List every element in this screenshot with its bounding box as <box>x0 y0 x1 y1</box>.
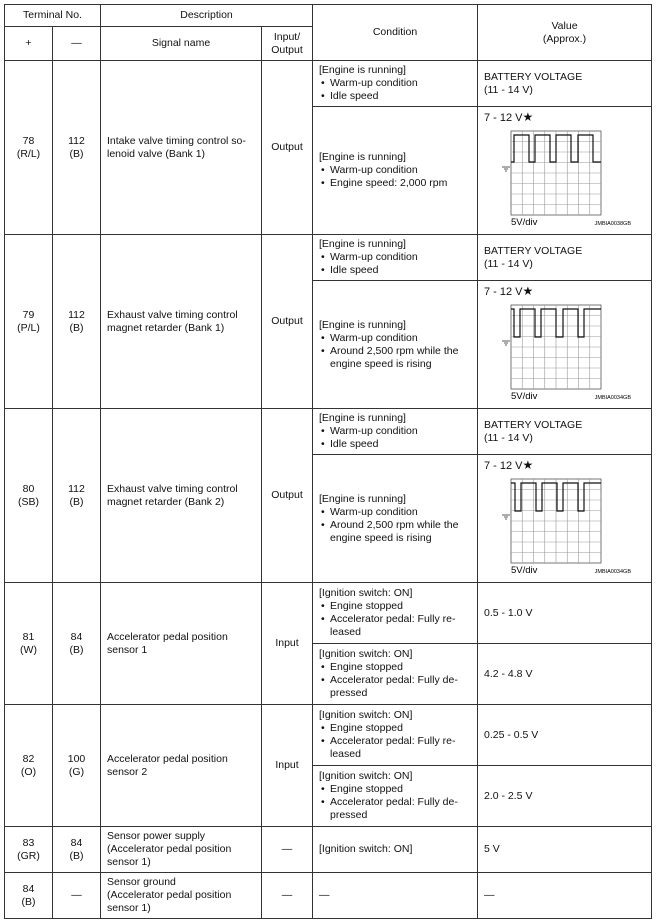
value-cell: 0.5 - 1.0 V <box>478 583 652 644</box>
table-row <box>5 61 652 107</box>
value-cell <box>478 235 652 281</box>
condition-item: • Engine stopped <box>319 661 471 674</box>
signal-name-line: sensor 1) <box>107 856 151 868</box>
header-io-line2: Output <box>271 43 303 56</box>
condition-item-line: pressed <box>330 809 368 821</box>
header-signal-name: Signal name <box>101 27 262 61</box>
table-row <box>5 235 652 281</box>
signal-name-line: Exhaust valve timing control <box>107 308 238 321</box>
minus-terminal: 112 <box>68 308 85 321</box>
signal-name-cell <box>101 409 262 583</box>
signal-name-line: (Accelerator pedal position <box>107 889 232 901</box>
plus-terminal: 78 <box>22 134 35 147</box>
plus-terminal: 84 <box>22 882 35 895</box>
condition-head: [Engine is running] <box>319 412 406 424</box>
figure-code-label: JMBIA0034GB <box>594 569 631 575</box>
value-text: BATTERY VOLTAGE <box>484 244 583 257</box>
minus-wire-color: (B) <box>69 849 84 862</box>
condition-head: [Engine is running] <box>319 64 406 76</box>
minus-terminal: 84 <box>70 836 83 849</box>
condition-item <box>319 519 471 545</box>
condition-cell <box>313 644 478 705</box>
signal-name-line: Accelerator pedal position <box>107 630 228 643</box>
oscilloscope-waveform <box>484 303 634 405</box>
condition-item-line: Accelerator pedal: Fully re- <box>330 735 456 747</box>
condition-list <box>319 506 471 545</box>
figure-code-label: JMBIA0038GB <box>594 221 631 227</box>
condition-item-line: Around 2,500 rpm while the <box>330 518 459 531</box>
header-minus: — <box>53 27 101 61</box>
minus-terminal: 84 <box>70 630 83 643</box>
value-cell <box>478 409 652 455</box>
scope-scale-label: 5V/div <box>511 217 538 228</box>
condition-list <box>319 722 471 761</box>
table-row <box>5 409 652 455</box>
condition-head: [Ignition switch: ON] <box>319 587 413 599</box>
table-row <box>5 827 652 873</box>
value-text: BATTERY VOLTAGE <box>484 70 583 83</box>
io-cell: Input <box>262 583 313 705</box>
condition-item <box>319 796 471 822</box>
signal-name-line: sensor 1 <box>107 643 148 656</box>
condition-item-line: engine speed is rising <box>330 531 432 544</box>
condition-cell <box>313 409 478 455</box>
plus-terminal-cell <box>5 409 53 583</box>
plus-terminal: 80 <box>22 482 35 495</box>
value-text: (11 - 14 V) <box>484 431 533 444</box>
minus-wire-color: (B) <box>69 147 84 160</box>
value-cell: 4.2 - 4.8 V <box>478 644 652 705</box>
condition-item: • Engine speed: 2,000 rpm <box>319 177 471 190</box>
minus-terminal-cell: — <box>53 873 101 919</box>
io-cell: Output <box>262 235 313 409</box>
plus-terminal-cell <box>5 235 53 409</box>
header-plus: + <box>5 27 53 61</box>
condition-item <box>319 674 471 700</box>
condition-cell: [Ignition switch: ON] <box>313 827 478 873</box>
table-row <box>5 583 652 644</box>
value-title <box>484 111 645 125</box>
value-text: BATTERY VOLTAGE <box>484 418 583 431</box>
plus-terminal-cell <box>5 873 53 919</box>
header-terminal-no: Terminal No. <box>5 5 101 27</box>
header-description: Description <box>101 5 313 27</box>
condition-head: [Engine is running] <box>319 151 406 163</box>
value-cell <box>478 107 652 235</box>
condition-item <box>319 345 471 371</box>
condition-list <box>319 164 471 190</box>
signal-name-cell <box>101 235 262 409</box>
plus-terminal: 81 <box>22 630 35 643</box>
plus-wire-color: (SB) <box>18 495 39 508</box>
minus-wire-color: (G) <box>68 765 85 778</box>
condition-item: • Warm-up condition <box>319 506 471 519</box>
signal-name-cell <box>101 827 262 873</box>
minus-terminal: 112 <box>68 134 85 147</box>
value-text: (11 - 14 V) <box>484 83 533 96</box>
condition-list <box>319 77 471 103</box>
signal-name-line: Exhaust valve timing control <box>107 482 238 495</box>
condition-list <box>319 425 471 451</box>
plus-wire-color: (B) <box>21 895 36 908</box>
header-value-line1: Value <box>551 19 578 32</box>
minus-terminal-cell <box>53 583 101 705</box>
condition-item: • Idle speed <box>319 90 471 103</box>
value-cell: 5 V <box>478 827 652 873</box>
condition-cell <box>313 107 478 235</box>
condition-item: • Warm-up condition <box>319 77 471 90</box>
value-text: (11 - 14 V) <box>484 257 533 270</box>
minus-terminal-cell <box>53 235 101 409</box>
condition-item <box>319 613 471 639</box>
condition-cell <box>313 583 478 644</box>
condition-item-line: Accelerator pedal: Fully re- <box>330 613 456 625</box>
condition-list <box>319 332 471 371</box>
plus-terminal-cell <box>5 705 53 827</box>
condition-list <box>319 600 471 639</box>
condition-item: • Engine stopped <box>319 722 471 735</box>
header-value-line2: (Approx.) <box>542 32 587 45</box>
signal-name-line: sensor 2 <box>107 765 148 778</box>
value-text: 7 - 12 V <box>484 460 523 472</box>
plus-wire-color: (R/L) <box>16 147 41 160</box>
io-cell: — <box>262 827 313 873</box>
table-row <box>5 873 652 919</box>
oscilloscope-waveform <box>484 477 634 579</box>
signal-name-line: sensor 1) <box>107 902 151 914</box>
plus-wire-color: (W) <box>20 643 37 656</box>
condition-item: • Idle speed <box>319 264 471 277</box>
header-io-line1: Input/ <box>273 30 301 43</box>
condition-cell <box>313 455 478 583</box>
condition-cell <box>313 281 478 409</box>
signal-name-line: Accelerator pedal position <box>107 752 228 765</box>
condition-item: • Warm-up condition <box>319 164 471 177</box>
star-icon: ★ <box>522 458 534 472</box>
condition-head: [Ignition switch: ON] <box>319 770 413 782</box>
header-condition: Condition <box>313 5 478 61</box>
scope-grid <box>511 479 601 563</box>
oscilloscope-waveform <box>484 129 634 231</box>
minus-terminal-cell <box>53 409 101 583</box>
value-cell <box>478 281 652 409</box>
condition-cell <box>313 235 478 281</box>
condition-item-line: engine speed is rising <box>330 357 432 370</box>
signal-name-line: magnet retarder (Bank 2) <box>107 495 225 508</box>
minus-terminal-cell <box>53 61 101 235</box>
figure-code-label: JMBIA0034GB <box>594 395 631 401</box>
value-cell: — <box>478 873 652 919</box>
condition-head: [Engine is running] <box>319 318 406 331</box>
waveform-line <box>511 309 601 337</box>
condition-item-line: Around 2,500 rpm while the <box>330 344 459 357</box>
condition-head: [Engine is running] <box>319 238 406 250</box>
value-cell: 0.25 - 0.5 V <box>478 705 652 766</box>
condition-list <box>319 783 471 822</box>
condition-cell <box>313 61 478 107</box>
io-cell: Input <box>262 705 313 827</box>
signal-name-cell <box>101 873 262 919</box>
minus-terminal: 112 <box>68 482 85 495</box>
plus-wire-color: (GR) <box>17 849 40 862</box>
value-text: 7 - 12 V <box>484 112 523 124</box>
value-cell <box>478 455 652 583</box>
condition-item: • Warm-up condition <box>319 251 471 264</box>
condition-item: • Engine stopped <box>319 783 471 796</box>
condition-cell: — <box>313 873 478 919</box>
minus-terminal-cell <box>53 827 101 873</box>
condition-item-line: Accelerator pedal: Fully de- <box>330 674 458 686</box>
signal-name-line: Sensor ground <box>107 876 176 888</box>
terminal-table <box>4 4 652 919</box>
value-text: 7 - 12 V <box>484 286 523 298</box>
condition-head: [Ignition switch: ON] <box>319 709 413 721</box>
plus-terminal-cell <box>5 583 53 705</box>
io-cell: Output <box>262 409 313 583</box>
condition-list <box>319 661 471 700</box>
condition-cell <box>313 766 478 827</box>
condition-item: • Engine stopped <box>319 600 471 613</box>
value-title <box>484 285 645 299</box>
condition-item: • Warm-up condition <box>319 332 471 345</box>
star-icon: ★ <box>522 284 534 298</box>
signal-name-line: lenoid valve (Bank 1) <box>107 147 206 160</box>
signal-name-line: Intake valve timing control so- <box>107 134 246 147</box>
condition-item-line: pressed <box>330 687 368 699</box>
minus-wire-color: (B) <box>69 321 84 334</box>
condition-item-line: leased <box>330 748 361 760</box>
ground-icon <box>502 167 510 171</box>
value-cell <box>478 61 652 107</box>
minus-wire-color: (B) <box>69 643 84 656</box>
signal-name-line: magnet retarder (Bank 1) <box>107 321 225 334</box>
plus-wire-color: (P/L) <box>17 321 40 334</box>
star-icon: ★ <box>522 110 534 124</box>
ground-icon <box>502 341 510 345</box>
io-cell: Output <box>262 61 313 235</box>
plus-terminal-cell <box>5 827 53 873</box>
plus-terminal: 79 <box>22 308 35 321</box>
minus-terminal-cell <box>53 705 101 827</box>
io-cell: — <box>262 873 313 919</box>
condition-item-line: Accelerator pedal: Fully de- <box>330 796 458 808</box>
signal-name-line: Sensor power supply <box>107 830 206 842</box>
plus-terminal-cell <box>5 61 53 235</box>
plus-terminal: 82 <box>22 752 35 765</box>
header-io <box>262 27 313 61</box>
minus-terminal: 100 <box>67 752 86 765</box>
plus-terminal: 83 <box>22 836 35 849</box>
scope-scale-label: 5V/div <box>511 565 538 576</box>
table-row <box>5 705 652 766</box>
scope-scale-label: 5V/div <box>511 391 538 402</box>
condition-item: • Warm-up condition <box>319 425 471 438</box>
condition-list <box>319 251 471 277</box>
condition-head: [Engine is running] <box>319 492 406 505</box>
condition-head: [Ignition switch: ON] <box>319 648 413 660</box>
header-value <box>478 5 652 61</box>
signal-name-cell <box>101 61 262 235</box>
minus-wire-color: (B) <box>69 495 84 508</box>
signal-name-line: (Accelerator pedal position <box>107 843 232 855</box>
signal-name-cell <box>101 583 262 705</box>
waveform-line <box>511 135 601 162</box>
condition-cell <box>313 705 478 766</box>
signal-name-cell <box>101 705 262 827</box>
value-cell: 2.0 - 2.5 V <box>478 766 652 827</box>
ground-icon <box>502 515 510 519</box>
condition-item: • Idle speed <box>319 438 471 451</box>
value-title <box>484 459 645 473</box>
condition-item <box>319 735 471 761</box>
plus-wire-color: (O) <box>20 765 37 778</box>
condition-item-line: leased <box>330 626 361 638</box>
